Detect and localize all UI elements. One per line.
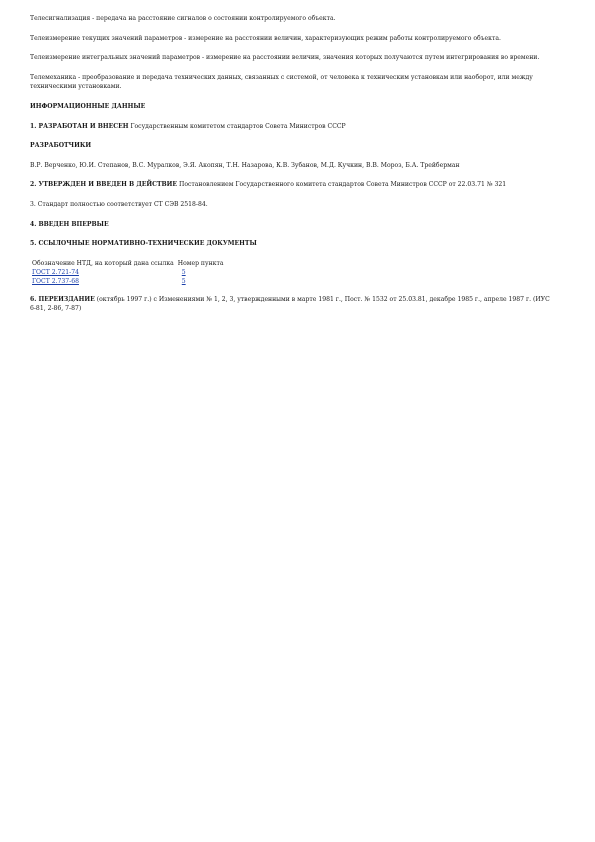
info-heading: ИНФОРМАЦИОННЫЕ ДАННЫЕ bbox=[30, 102, 146, 110]
developers-heading: РАЗРАБОТЧИКИ bbox=[30, 142, 92, 150]
item-cell bbox=[178, 277, 228, 286]
definition-term: Телеизмерение интегральных значений параметров bbox=[30, 54, 201, 62]
definition-text: - передача на расстояние сигналов о состоянии контролируемого объекта. bbox=[90, 15, 336, 22]
definition-telesignalization bbox=[30, 14, 550, 24]
info-item-2 bbox=[30, 180, 550, 190]
info-item-1-text: Государственным комитетом стандартов Совета Министров СССР bbox=[128, 122, 346, 130]
references-table-header bbox=[32, 259, 227, 268]
document-page bbox=[30, 14, 550, 324]
definition-term: Телеизмерение текущих значений параметров bbox=[30, 34, 183, 42]
info-item-4: 4. ВВЕДЕН ВПЕРВЫЕ bbox=[30, 220, 109, 228]
references-table bbox=[32, 259, 227, 286]
reference-link[interactable]: ГОСТ 2.721-74 bbox=[32, 268, 79, 276]
doc-cell bbox=[32, 277, 178, 286]
doc-cell bbox=[32, 268, 178, 277]
info-item-1 bbox=[30, 122, 550, 132]
definition-term: Телесигнализация bbox=[30, 15, 91, 22]
table-row bbox=[32, 277, 227, 286]
developers-list: В.Р. Верченко, Ю.И. Степанов, В.С. Муралков, Э.Я. Акопян, Т.Н. Назарова, К.В. Зубанов, М.Д. Кучкин, В.В. Мороз, Б.А. Трейберман bbox=[30, 161, 460, 169]
info-item-2-label: 2. УТВЕРЖДЕН И ВВЕДЕН В ДЕЙСТВИЕ bbox=[30, 181, 178, 189]
info-item-6 bbox=[30, 295, 550, 314]
definition-telemeasurement-current bbox=[30, 34, 550, 44]
info-item-6-text: (октябрь 1997 г.) с Изменениями № 1, 2, 3, утвержденными в марте 1981 г., Пост. № 1532 от 25.03.81, декабре 1985 г., апреле 1987 г. (ИУС 6-81, 2-86, 7-87) bbox=[30, 295, 550, 313]
info-item-5: 5. ССЫЛОЧНЫЕ НОРМАТИВНО-ТЕХНИЧЕСКИЕ ДОКУМЕНТЫ bbox=[30, 240, 257, 248]
header-document: Обозначение НТД, на который дана ссылка bbox=[32, 259, 174, 267]
item-number-link[interactable]: 5 bbox=[181, 277, 186, 285]
definition-telemechanics bbox=[30, 73, 550, 92]
item-cell bbox=[178, 268, 228, 277]
item-number-link[interactable]: 5 bbox=[181, 268, 186, 276]
definition-text: - измерение на расстоянии величин, характеризующих режим работы контролируемого объекта. bbox=[182, 34, 501, 42]
header-item-number: Номер пункта bbox=[177, 259, 224, 267]
definition-text: - измерение на расстоянии величин, значения которых получаются путем интегрирования во времени. bbox=[200, 54, 540, 62]
info-item-2-text: Постановлением Государственного комитета стандартов Совета Министров СССР от 22.03.71 № 321 bbox=[177, 181, 507, 189]
table-row bbox=[32, 268, 227, 277]
definition-text: - преобразование и передача технических данных, связанных с системой, от человека к техническим установкам или наоборот, или между техническими установками. bbox=[30, 73, 533, 91]
info-item-3: 3. Стандарт полностью соответствует СТ СЭВ 2518-84. bbox=[30, 200, 208, 208]
info-item-1-label: 1. РАЗРАБОТАН И ВНЕСЕН bbox=[30, 122, 129, 130]
info-item-6-label: 6. ПЕРЕИЗДАНИЕ bbox=[30, 295, 95, 303]
reference-link[interactable]: ГОСТ 2.737-68 bbox=[32, 277, 79, 285]
definition-term: Телемеханика bbox=[30, 73, 77, 81]
definition-telemeasurement-integral bbox=[30, 53, 550, 63]
